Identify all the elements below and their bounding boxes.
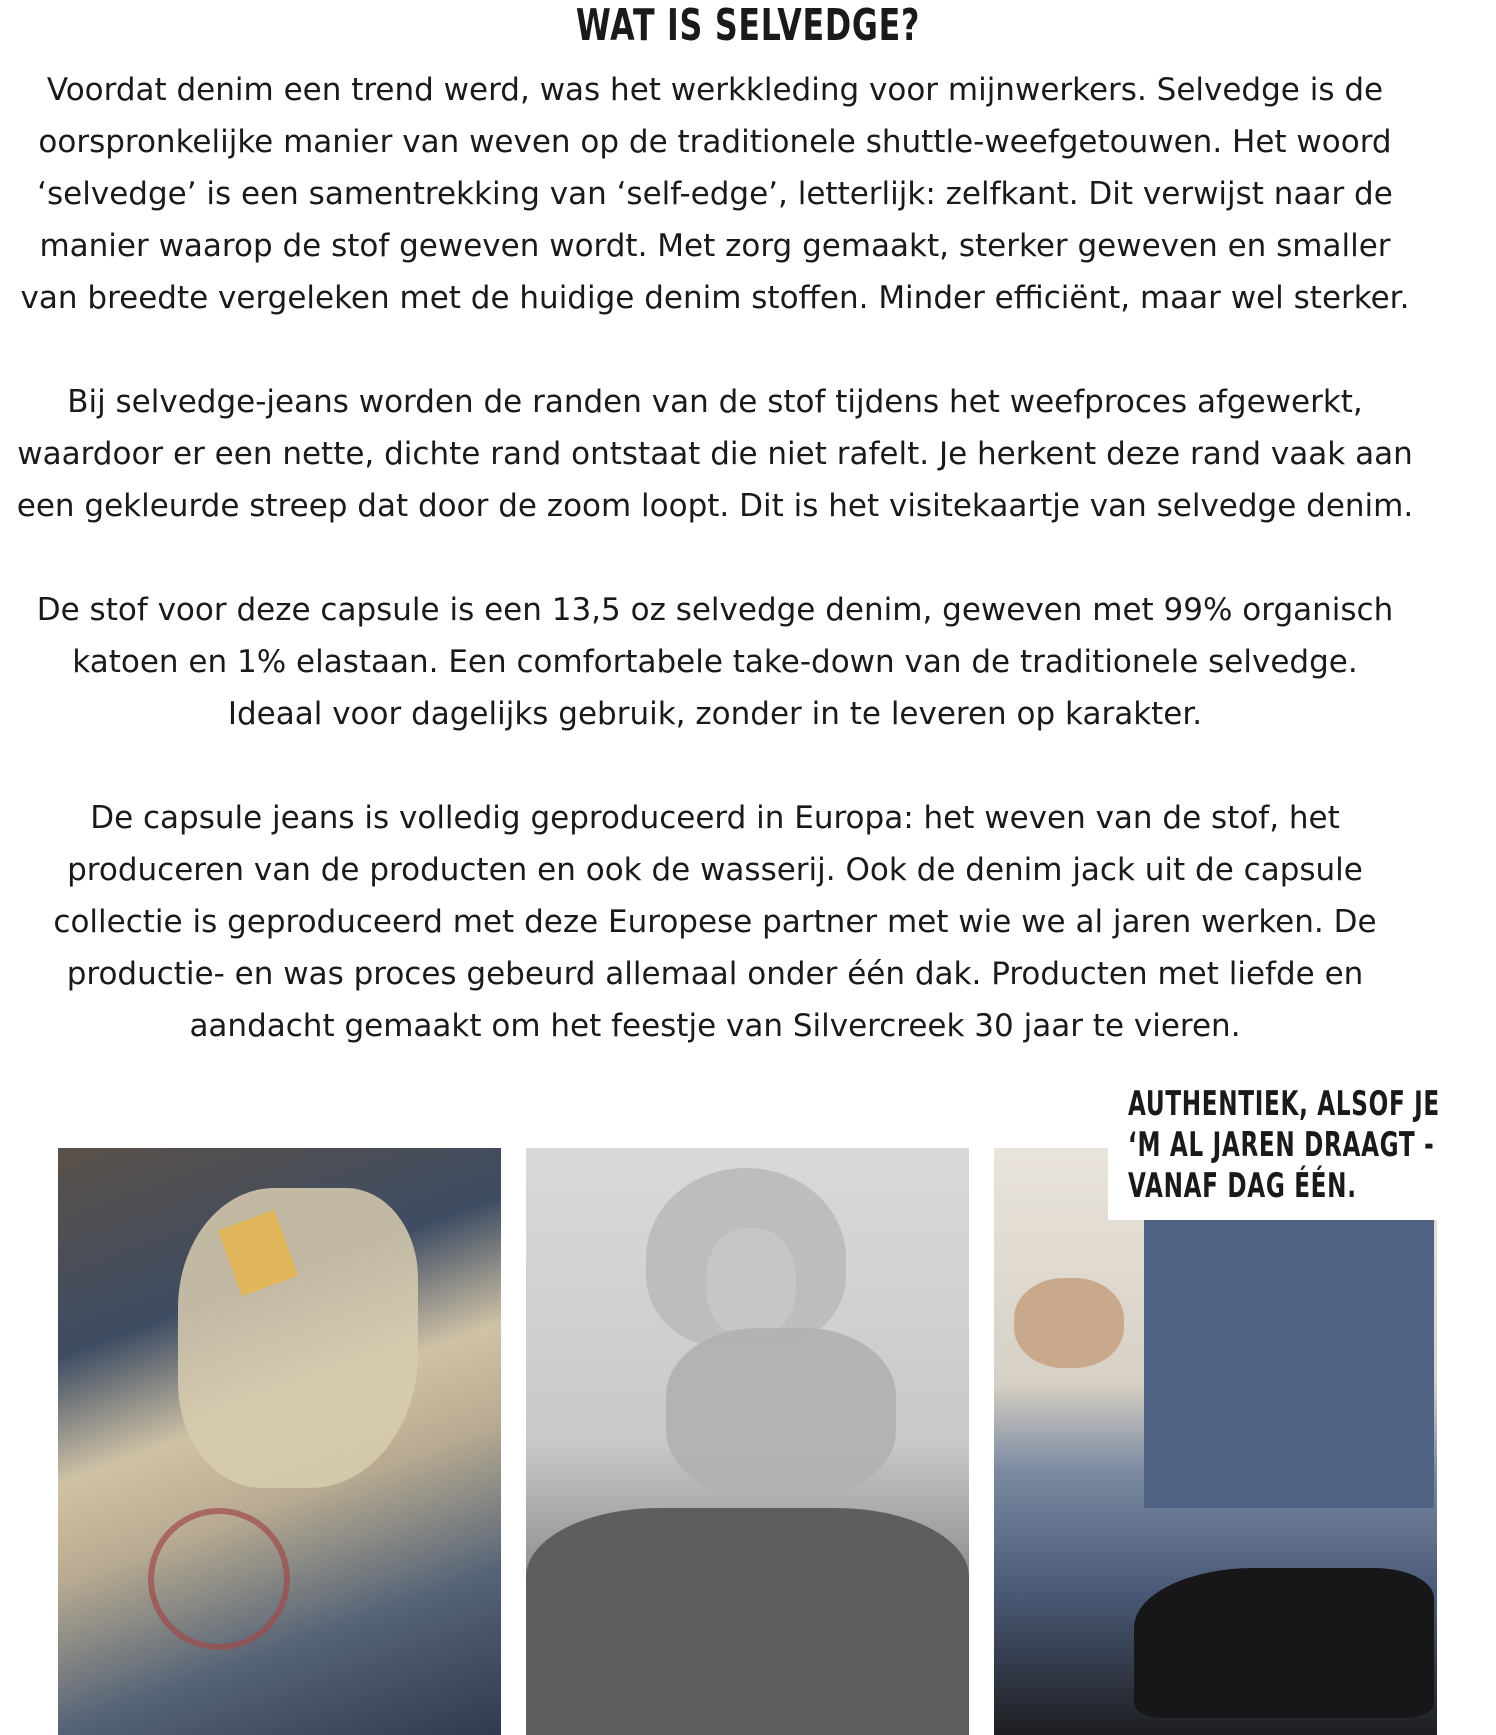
jeans-shape [526,1508,969,1735]
paragraph-selvedge-edge: Bij selvedge-jeans worden de randen van de stof tijdens het weefproces afgewerkt, waardoor er een nette, dichte rand ontstaat die niet rafelt. Je herkent deze rand vaak aan een gekleurde streep dat door de zoom loopt. Dit is het visitekaartje van selvedge denim. [16,384,1414,524]
face-shape [706,1228,796,1338]
paragraph-fabric: De stof voor deze capsule is een 13,5 oz selvedge denim, geweven met 99% organisch katoen en 1% elastaan. Een comfortabele take-down van de traditionele selvedge. Ideaal voor dagelijks gebruik, zonder in te leveren op karakter. [36,592,1394,732]
paragraph-intro: Voordat denim een trend werd, was het werkkleding voor mijnwerkers. Selvedge is de oorspronkelijke manier van weven op de traditionele shuttle-weefgetouwen. Het woord ‘selvedge’ is een samentrekking van ‘self-edge’, letterlijk: zelfkant. Dit verwijst naar de manier waarop de stof geweven wordt. Met zorg gemaakt, sterker geweven en smaller van breedte vergeleken met de huidige denim stoffen. Minder efficiënt, maar wel sterker. [20,72,1410,316]
gallery-caption: AUTHENTIEK, ALSOF JE ‘M AL JAREN DRAAGT - VANAF DAG ÉÉN. [1128,1084,1440,1206]
stamp-circle-shape [148,1508,290,1650]
pocket-lining-shape [178,1188,418,1488]
jeans-leg-shape [1144,1188,1434,1508]
arm-shape [666,1328,896,1498]
hand-shape [1014,1278,1124,1368]
photo-model [526,1148,969,1735]
section-heading: WAT IS SELVEDGE? [575,0,921,51]
shoe-shape [1134,1568,1434,1718]
photo-jeans-waistband [58,1148,501,1735]
photo-hem-detail [994,1148,1437,1735]
paragraph-production: De capsule jeans is volledig geproduceerd in Europa: het weven van de stof, het produceren van de producten en ook de wasserij. Ook de denim jack uit de capsule collectie is geproduceerd met deze Europese partner met wie we al jaren werken. De productie- en was proces gebeurd allemaal onder één dak. Producten met liefde en aandacht gemaakt om het feestje van Silvercreek 30 jaar te vieren. [53,800,1377,1044]
